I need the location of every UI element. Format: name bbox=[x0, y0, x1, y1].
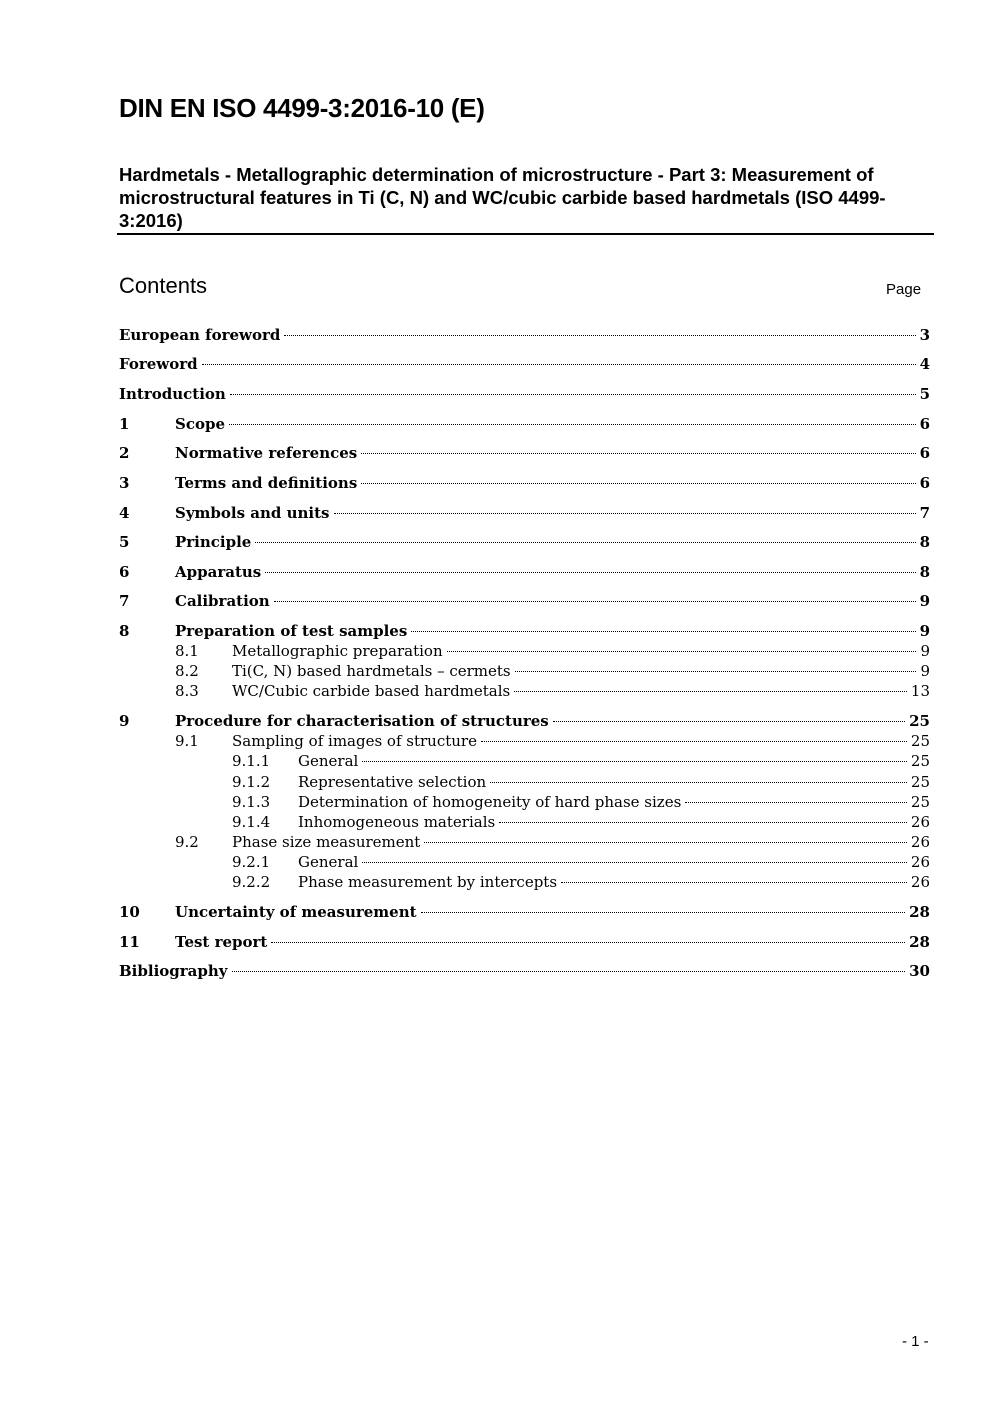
toc-entry-number: 9.1 bbox=[175, 732, 199, 750]
toc-entry-line bbox=[175, 902, 930, 922]
toc-entry[interactable] bbox=[0, 641, 992, 661]
toc-entry-title: Apparatus bbox=[175, 563, 262, 581]
toc-entry-page: 28 bbox=[909, 933, 930, 951]
toc-entry-title: Symbols and units bbox=[175, 504, 330, 522]
toc-entry-page: 26 bbox=[910, 853, 930, 871]
dot-leader bbox=[685, 802, 907, 803]
toc-entry-title: Bibliography bbox=[119, 962, 228, 980]
toc-entry-number: 8.3 bbox=[175, 682, 199, 700]
dot-leader bbox=[447, 651, 917, 652]
dot-leader bbox=[202, 364, 916, 365]
toc-entry[interactable] bbox=[0, 591, 992, 611]
dot-leader bbox=[481, 741, 907, 742]
dot-leader bbox=[271, 942, 905, 943]
toc-entry-page: 9 bbox=[919, 622, 930, 640]
toc-entry-line bbox=[119, 961, 930, 981]
toc-entry-page: 9 bbox=[920, 642, 930, 660]
toc-entry-number: 2 bbox=[119, 444, 130, 462]
toc-entry[interactable] bbox=[0, 621, 992, 641]
toc-entry-line bbox=[298, 751, 930, 771]
toc-entry[interactable] bbox=[0, 872, 992, 892]
toc-entry[interactable] bbox=[0, 384, 992, 404]
dot-leader bbox=[362, 761, 907, 762]
toc-entry-title: Sampling of images of structure bbox=[232, 732, 477, 750]
toc-entry-page: 4 bbox=[919, 355, 930, 373]
toc-entry-line bbox=[175, 562, 930, 582]
toc-entry-page: 6 bbox=[919, 474, 930, 492]
toc-entry-title: Inhomogeneous materials bbox=[298, 813, 496, 831]
toc-entry[interactable] bbox=[0, 354, 992, 374]
toc-entry[interactable] bbox=[0, 812, 992, 832]
toc-entry-line bbox=[298, 812, 930, 832]
toc-entry-page: 25 bbox=[909, 712, 930, 730]
toc-entry-title: Preparation of test samples bbox=[175, 622, 408, 640]
toc-entry-line bbox=[175, 711, 930, 731]
toc-entry[interactable] bbox=[0, 751, 992, 771]
toc-entry-line bbox=[119, 384, 930, 404]
toc-entry-line bbox=[175, 503, 930, 523]
toc-entry-line bbox=[298, 772, 930, 792]
toc-entry-title: Test report bbox=[175, 933, 268, 951]
toc-entry-title: WC/Cubic carbide based hardmetals bbox=[232, 682, 511, 700]
contents-heading: Contents bbox=[119, 273, 208, 298]
toc-entry-number: 6 bbox=[119, 563, 130, 581]
toc-entry-line bbox=[298, 852, 930, 872]
toc-entry-title: Introduction bbox=[119, 385, 226, 403]
toc-entry[interactable] bbox=[0, 792, 992, 812]
toc-entry-line bbox=[232, 641, 930, 661]
toc-entry-title: General bbox=[298, 853, 359, 871]
toc-entry-number: 9.2.2 bbox=[232, 873, 271, 891]
toc-entry[interactable] bbox=[0, 711, 992, 731]
toc-entry[interactable] bbox=[0, 532, 992, 552]
toc-entry-line bbox=[175, 473, 930, 493]
toc-entry-page: 7 bbox=[919, 504, 930, 522]
toc-entry-page: 9 bbox=[919, 592, 930, 610]
toc-entry[interactable] bbox=[0, 503, 992, 523]
toc-entry-page: 26 bbox=[910, 873, 930, 891]
dot-leader bbox=[424, 842, 907, 843]
toc-entry-line bbox=[119, 325, 930, 345]
toc-entry-page: 25 bbox=[910, 732, 930, 750]
toc-entry-title: Normative references bbox=[175, 444, 358, 462]
toc-entry-number: 4 bbox=[119, 504, 130, 522]
toc-entry[interactable] bbox=[0, 852, 992, 872]
toc-entry-line bbox=[232, 681, 930, 701]
toc-entry[interactable] bbox=[0, 772, 992, 792]
toc-entry-number: 9.1.4 bbox=[232, 813, 271, 831]
toc-entry-page: 25 bbox=[910, 793, 930, 811]
toc-entry[interactable] bbox=[0, 832, 992, 852]
toc-entry-page: 28 bbox=[909, 903, 930, 921]
toc-entry[interactable] bbox=[0, 562, 992, 582]
toc-entry-page: 9 bbox=[920, 662, 930, 680]
dot-leader bbox=[361, 483, 915, 484]
toc-entry[interactable] bbox=[0, 325, 992, 345]
toc-entry-number: 5 bbox=[119, 533, 130, 551]
dot-leader bbox=[553, 721, 905, 722]
toc-entry-title: General bbox=[298, 752, 359, 770]
toc-entry-line bbox=[232, 832, 930, 852]
dot-leader bbox=[361, 453, 915, 454]
dot-leader bbox=[561, 882, 907, 883]
dot-leader bbox=[284, 335, 915, 336]
dot-leader bbox=[230, 394, 916, 395]
toc-entry-line bbox=[175, 932, 930, 952]
toc-entry[interactable] bbox=[0, 661, 992, 681]
toc-entry-line bbox=[232, 661, 930, 681]
toc-entry-number: 9 bbox=[119, 712, 130, 730]
toc-entry-title: European foreword bbox=[119, 326, 281, 344]
toc-entry[interactable] bbox=[0, 731, 992, 751]
toc-entry[interactable] bbox=[0, 414, 992, 434]
toc-entry-page: 5 bbox=[919, 385, 930, 403]
toc-entry-number: 9.1.2 bbox=[232, 773, 271, 791]
toc-entry-line bbox=[298, 872, 930, 892]
toc-entry-title: Terms and definitions bbox=[175, 474, 358, 492]
toc-entry-page: 25 bbox=[910, 752, 930, 770]
toc-entry-title: Calibration bbox=[175, 592, 270, 610]
toc-entry-line bbox=[175, 443, 930, 463]
toc-entry-number: 8.2 bbox=[175, 662, 199, 680]
toc-entry-page: 26 bbox=[910, 833, 930, 851]
dot-leader bbox=[232, 971, 906, 972]
toc-entry-title: Principle bbox=[175, 533, 252, 551]
toc-entry-title: Uncertainty of measurement bbox=[175, 903, 417, 921]
dot-leader bbox=[255, 542, 915, 543]
dot-leader bbox=[515, 671, 917, 672]
toc-entry-line bbox=[232, 731, 930, 751]
toc-entry-page: 25 bbox=[910, 773, 930, 791]
toc-entry-line bbox=[298, 792, 930, 812]
toc-entry-line bbox=[119, 354, 930, 374]
toc-entry-number: 9.2 bbox=[175, 833, 199, 851]
footer-page-number: - 1 - bbox=[902, 1333, 929, 1350]
toc-entry-number: 10 bbox=[119, 903, 140, 921]
toc-entry[interactable] bbox=[0, 473, 992, 493]
toc-entry-page: 3 bbox=[919, 326, 930, 344]
toc-entry[interactable] bbox=[0, 961, 992, 981]
toc-entry-page: 8 bbox=[919, 563, 930, 581]
toc-entry-number: 9.2.1 bbox=[232, 853, 271, 871]
toc-entry-page: 26 bbox=[910, 813, 930, 831]
toc-entry-number: 7 bbox=[119, 592, 130, 610]
toc-entry-title: Phase size measurement bbox=[232, 833, 421, 851]
document-subtitle: Hardmetals - Metallographic determination of microstructure - Part 3: Measurement of microstructural features in Ti (C, N) and WC/cubic carbide based hardmetals (ISO 4499-3:2016) bbox=[119, 164, 886, 231]
toc-entry-line bbox=[175, 414, 930, 434]
toc-entry-title: Ti(C, N) based hardmetals – cermets bbox=[232, 662, 511, 680]
toc-entry-number: 9.1.3 bbox=[232, 793, 271, 811]
dot-leader bbox=[490, 782, 907, 783]
toc-entry[interactable] bbox=[0, 443, 992, 463]
dot-leader bbox=[229, 424, 916, 425]
page-column-label: Page bbox=[886, 281, 922, 298]
toc-entry-number: 3 bbox=[119, 474, 130, 492]
toc-entry-page: 30 bbox=[909, 962, 930, 980]
toc-entry[interactable] bbox=[0, 681, 992, 701]
toc-entry-page: 8 bbox=[919, 533, 930, 551]
dot-leader bbox=[334, 513, 916, 514]
toc-entry-number: 1 bbox=[119, 415, 130, 433]
toc-entry[interactable] bbox=[0, 902, 992, 922]
toc-entry[interactable] bbox=[0, 932, 992, 952]
toc-entry-number: 8.1 bbox=[175, 642, 199, 660]
dot-leader bbox=[362, 862, 907, 863]
dot-leader bbox=[274, 601, 916, 602]
toc-entry-line bbox=[175, 591, 930, 611]
document-id-heading: DIN EN ISO 4499-3:2016-10 (E) bbox=[119, 93, 485, 123]
toc-entry-title: Scope bbox=[175, 415, 226, 433]
toc-entry-title: Phase measurement by intercepts bbox=[298, 873, 558, 891]
dot-leader bbox=[421, 912, 906, 913]
toc-entry-line bbox=[175, 621, 930, 641]
toc-entry-title: Foreword bbox=[119, 355, 198, 373]
toc-entry-line bbox=[175, 532, 930, 552]
toc-entry-number: 9.1.1 bbox=[232, 752, 271, 770]
toc-entry-number: 11 bbox=[119, 933, 140, 951]
toc-entry-page: 6 bbox=[919, 415, 930, 433]
toc-entry-page: 13 bbox=[910, 682, 930, 700]
dot-leader bbox=[411, 631, 915, 632]
toc-entry-title: Representative selection bbox=[298, 773, 487, 791]
dot-leader bbox=[265, 572, 915, 573]
toc-entry-title: Determination of homogeneity of hard phase sizes bbox=[298, 793, 682, 811]
dot-leader bbox=[514, 691, 907, 692]
toc-entry-title: Metallographic preparation bbox=[232, 642, 443, 660]
toc-entry-number: 8 bbox=[119, 622, 130, 640]
toc-entry-title: Procedure for characterisation of structures bbox=[175, 712, 549, 730]
toc-entry-page: 6 bbox=[919, 444, 930, 462]
dot-leader bbox=[499, 822, 907, 823]
